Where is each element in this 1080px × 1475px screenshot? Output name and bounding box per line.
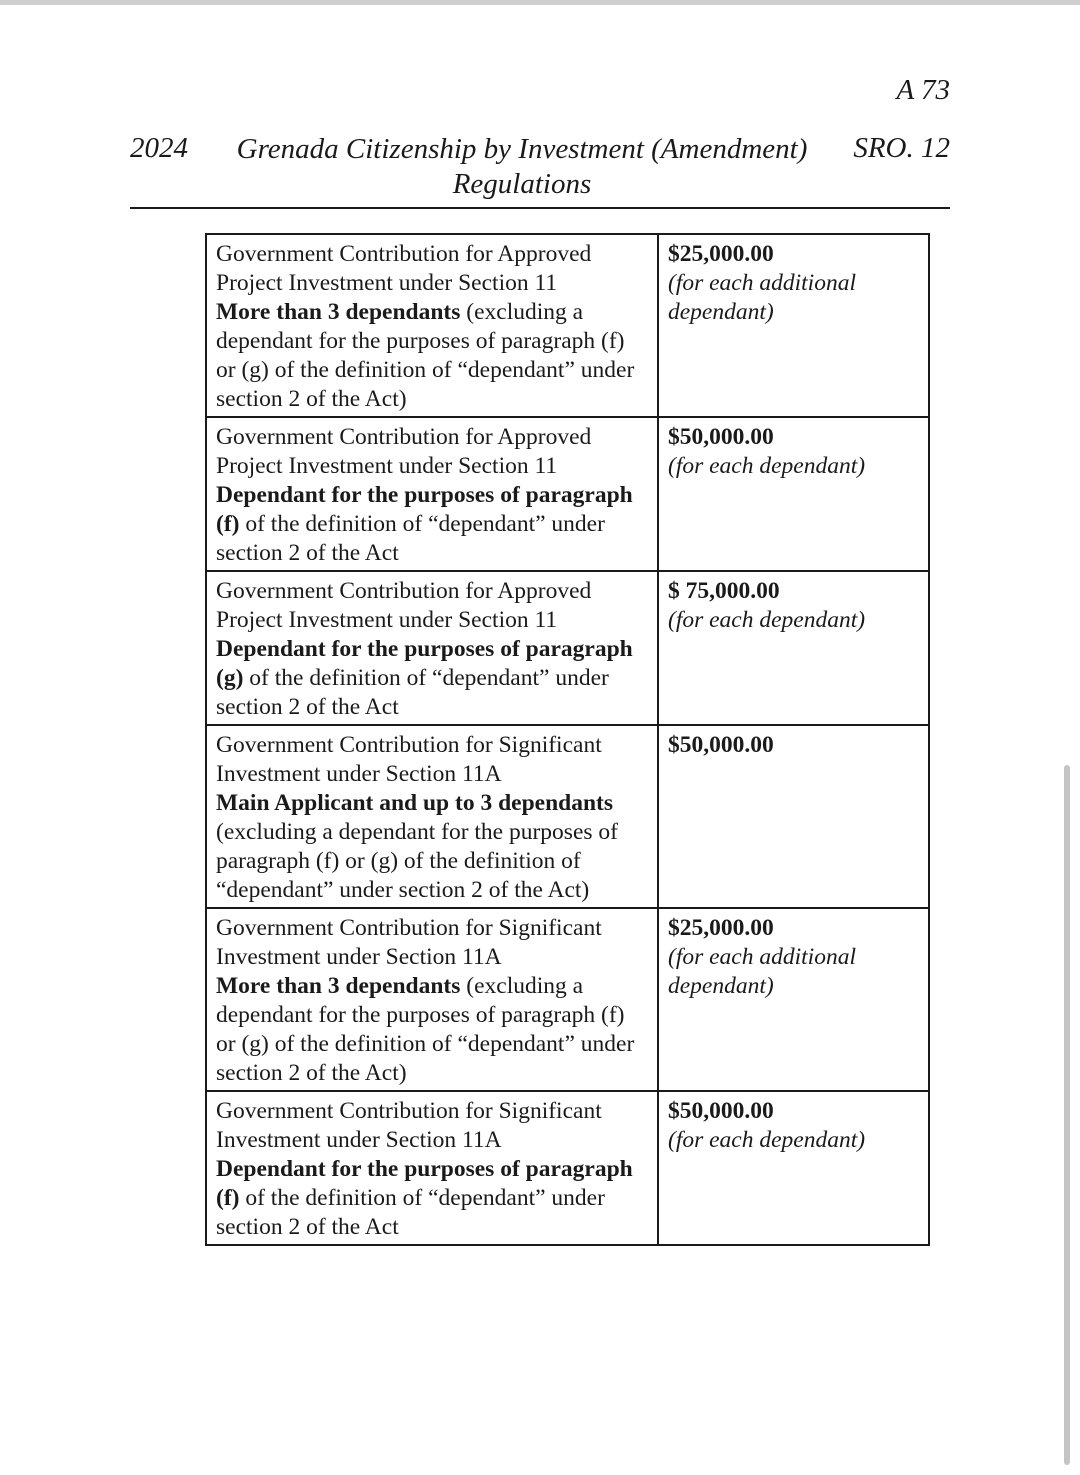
header-year: 2024	[130, 132, 188, 164]
description-cell	[206, 1091, 658, 1245]
running-header	[130, 130, 950, 210]
amount-note: (for each dependant)	[668, 453, 866, 479]
amount-cell	[658, 908, 929, 1091]
category-label: More than 3 dependants	[216, 973, 461, 999]
amount-value: $25,000.00	[668, 241, 774, 267]
description-line: Investment under Section 11A	[216, 1127, 502, 1153]
amount-note: (for each additional dependant)	[668, 270, 856, 325]
contribution-table	[205, 233, 930, 1246]
description-cell	[206, 417, 658, 571]
category-detail: of the definition of “dependant” under section 2 of the Act	[216, 665, 609, 720]
header-rule	[130, 207, 950, 209]
description-line: Investment under Section 11A	[216, 944, 502, 970]
amount-value: $50,000.00	[668, 732, 774, 758]
description-line: Government Contribution for Significant	[216, 1098, 602, 1124]
amount-value: $50,000.00	[668, 424, 774, 450]
category-detail: (excluding a dependant for the purposes of paragraph (f) or (g) of the definition of “dependant” under section 2 of the Act)	[216, 299, 635, 412]
amount-value: $50,000.00	[668, 1098, 774, 1124]
description-cell	[206, 234, 658, 417]
description-line: Project Investment under Section 11	[216, 270, 558, 296]
amount-cell	[658, 234, 929, 417]
page-number: A 73	[896, 74, 950, 106]
category-label: Main Applicant and up to 3 dependants	[216, 790, 614, 816]
amount-value: $25,000.00	[668, 915, 774, 941]
table-row	[206, 417, 929, 571]
description-line: Government Contribution for Approved	[216, 578, 592, 604]
category-detail: (excluding a dependant for the purposes of paragraph (f) or (g) of the definition of “dependant” under section 2 of the Act)	[216, 819, 618, 903]
category-label: More than 3 dependants	[216, 299, 461, 325]
page-top-edge	[0, 0, 1080, 5]
description-cell	[206, 725, 658, 908]
amount-cell	[658, 1091, 929, 1245]
description-line: Investment under Section 11A	[216, 761, 502, 787]
table-row	[206, 234, 929, 417]
description-line: Government Contribution for Significant	[216, 732, 602, 758]
description-line: Project Investment under Section 11	[216, 453, 558, 479]
amount-note: (for each additional dependant)	[668, 944, 856, 999]
description-line: Government Contribution for Approved	[216, 424, 592, 450]
amount-cell	[658, 571, 929, 725]
description-line: Government Contribution for Approved	[216, 241, 592, 267]
vertical-scrollbar[interactable]	[1064, 765, 1070, 1465]
description-line: Project Investment under Section 11	[216, 607, 558, 633]
amount-cell	[658, 725, 929, 908]
category-label: Dependant for the purposes of paragraph (g)	[216, 636, 633, 691]
category-detail: of the definition of “dependant” under section 2 of the Act	[216, 511, 605, 566]
amount-value: $ 75,000.00	[668, 578, 780, 604]
category-label: Dependant for the purposes of paragraph (f)	[216, 482, 633, 537]
category-detail: (excluding a dependant for the purposes of paragraph (f) or (g) of the definition of “dependant” under section 2 of the Act)	[216, 973, 635, 1086]
amount-cell	[658, 417, 929, 571]
amount-note: (for each dependant)	[668, 1127, 866, 1153]
table-row	[206, 725, 929, 908]
table-row	[206, 571, 929, 725]
header-sro-number: SRO. 12	[853, 132, 950, 164]
amount-note: (for each dependant)	[668, 607, 866, 633]
table-row	[206, 1091, 929, 1245]
description-line: Government Contribution for Significant	[216, 915, 602, 941]
category-label: Dependant for the purposes of paragraph (f)	[216, 1156, 633, 1211]
category-detail: of the definition of “dependant” under section 2 of the Act	[216, 1185, 605, 1240]
header-title: Grenada Citizenship by Investment (Amendment) Regulations	[236, 133, 808, 200]
description-cell	[206, 571, 658, 725]
table-row	[206, 908, 929, 1091]
description-cell	[206, 908, 658, 1091]
